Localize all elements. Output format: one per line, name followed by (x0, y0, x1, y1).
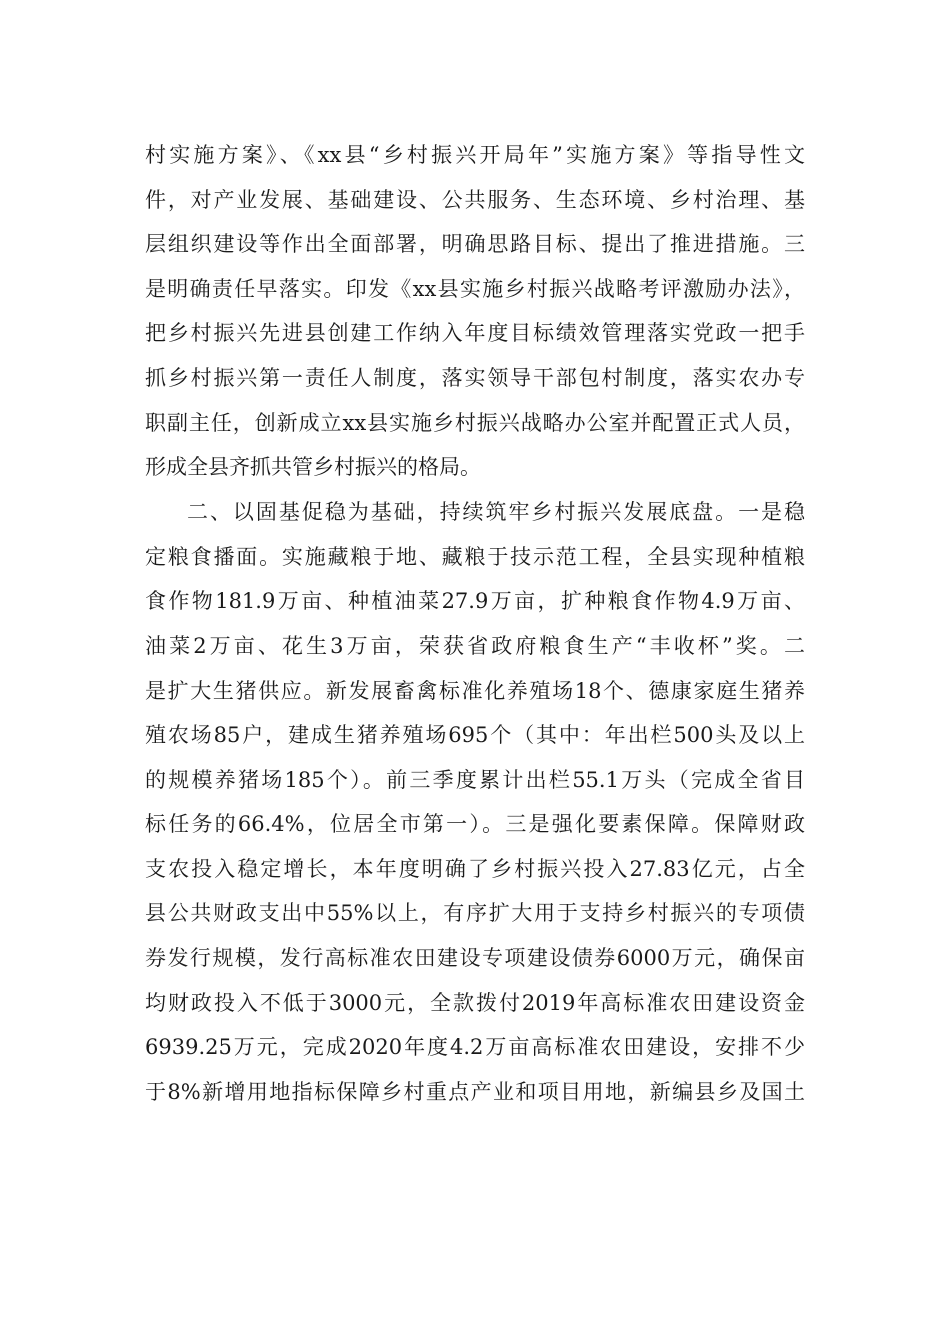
paragraph-line: 是明确责任早落实。印发《xx县实施乡村振兴战略考评激励办法》， (145, 276, 805, 301)
paragraph-line: 形成全县齐抓共管乡村振兴的格局。 (145, 455, 481, 480)
paragraph-line: 标任务的66.4%，位居全市第一）。三是强化要素保障。保障财政 (145, 812, 805, 837)
paragraph-line: 县公共财政支出中55%以上，有序扩大用于支持乡村振兴的专项债 (145, 901, 805, 926)
paragraph-line: 均财政投入不低于3000元，全款拨付2019年高标准农田建设资金 (145, 990, 805, 1015)
paragraph-line: 把乡村振兴先进县创建工作纳入年度目标绩效管理落实党政一把手 (145, 321, 805, 346)
document-body (145, 133, 805, 1114)
paragraph-line: 是扩大生猪供应。新发展畜禽标准化养殖场18个、德康家庭生猪养 (145, 678, 805, 703)
paragraph-line: 殖农场85户，建成生猪养殖场695个（其中：年出栏500头及以上 (145, 723, 805, 748)
paragraph-1 (145, 133, 805, 490)
paragraph-line: 券发行规模，发行高标准农田建设专项建设债券6000万元，确保亩 (145, 946, 805, 971)
paragraph-line: 件，对产业发展、基础建设、公共服务、生态环境、乡村治理、基 (145, 187, 805, 212)
paragraph-line: 的规模养猪场185个）。前三季度累计出栏55.1万头（完成全省目 (145, 767, 805, 792)
paragraph-line: 6939.25万元，完成2020年度4.2万亩高标准农田建设，安排不少 (145, 1035, 805, 1060)
paragraph-line: 抓乡村振兴第一责任人制度，落实领导干部包村制度，落实农办专 (145, 365, 805, 390)
paragraph-2 (145, 490, 805, 1114)
paragraph-line: 村实施方案》、《xx县“乡村振兴开局年”实施方案》等指导性文 (145, 143, 805, 167)
paragraph-line: 定粮食播面。实施藏粮于地、藏粮于技示范工程，全县实现种植粮 (145, 544, 805, 569)
paragraph-line: 食作物181.9万亩、种植油菜27.9万亩，扩种粮食作物4.9万亩、 (145, 589, 805, 614)
paragraph-line: 于8%新增用地指标保障乡村重点产业和项目用地，新编县乡及国土 (145, 1079, 805, 1104)
paragraph-line: 职副主任，创新成立xx县实施乡村振兴战略办公室并配置正式人员， (145, 410, 805, 435)
paragraph-line: 支农投入稳定增长，本年度明确了乡村振兴投入27.83亿元，占全 (145, 856, 805, 881)
paragraph-line: 层组织建设等作出全面部署，明确思路目标、提出了推进措施。三 (145, 232, 805, 257)
paragraph-line: 二、以固基促稳为基础，持续筑牢乡村振兴发展底盘。一是稳 (187, 500, 805, 525)
paragraph-line: 油菜2万亩、花生3万亩，荣获省政府粮食生产“丰收杯”奖。二 (145, 633, 805, 658)
